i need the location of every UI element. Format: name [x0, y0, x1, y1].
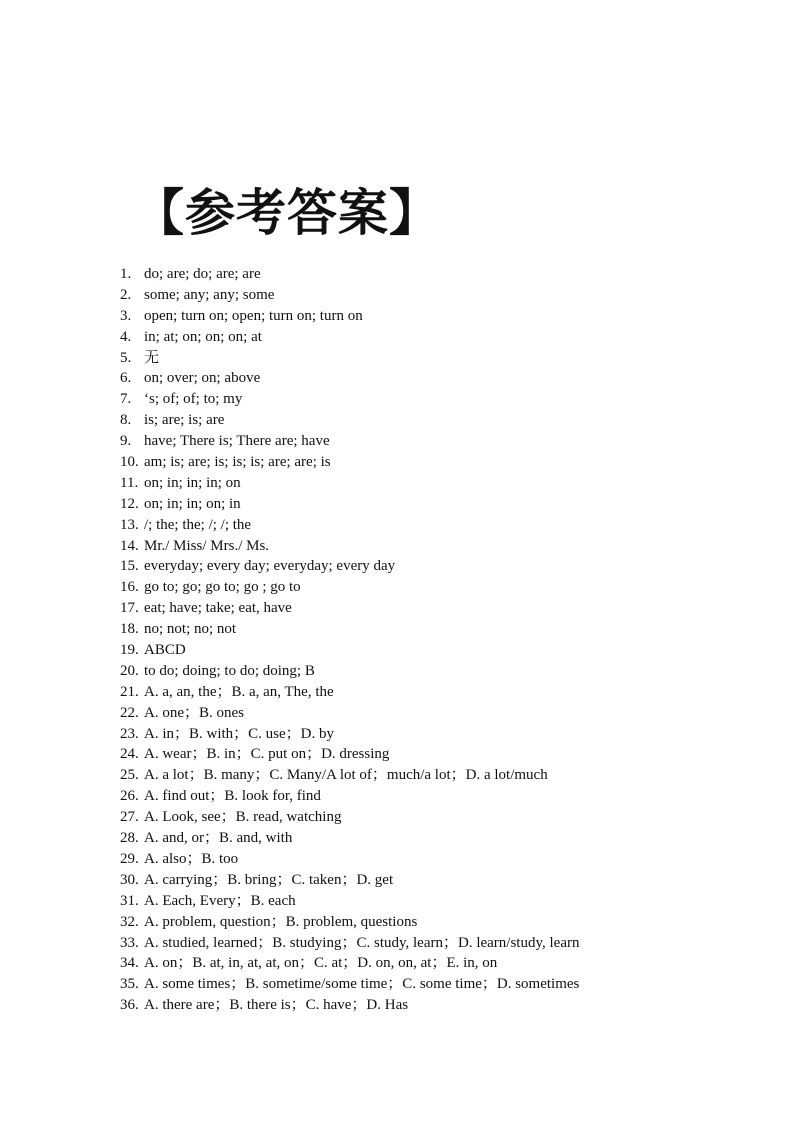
answer-number: 11. [120, 474, 139, 491]
answer-item [120, 703, 579, 724]
answer-text: ABCD [144, 642, 186, 659]
answer-number: 9. [120, 433, 132, 450]
answer-item [120, 828, 579, 849]
answer-item [120, 933, 579, 954]
answer-number: 32. [120, 913, 139, 930]
answer-text: to do; doing; to do; doing; B [144, 662, 315, 679]
answer-text: on; in; in; on; in [144, 495, 241, 512]
answer-number: 27. [120, 809, 139, 826]
answer-number: 13. [120, 516, 139, 533]
answer-text: A. one；B. ones [144, 704, 244, 721]
answer-item [120, 473, 579, 494]
answer-number: 34. [120, 955, 139, 972]
answer-text: is; are; is; are [144, 412, 225, 429]
answer-number: 25. [120, 767, 139, 784]
answer-item [120, 327, 579, 348]
answer-item [120, 724, 579, 745]
answer-number: 7. [120, 391, 132, 408]
answer-item [120, 619, 579, 640]
answer-item [120, 870, 579, 891]
answer-item [120, 891, 579, 912]
answer-item [120, 786, 579, 807]
answer-item [120, 306, 579, 327]
answer-text: A. wear；B. in；C. put on；D. dressing [144, 746, 390, 763]
answer-item [120, 682, 579, 703]
answer-text: A. some times；B. sometime/some time；C. some time；D. sometimes [144, 976, 580, 993]
answer-item [120, 348, 579, 369]
answer-number: 24. [120, 746, 139, 763]
answer-item [120, 953, 579, 974]
answer-item [120, 556, 579, 577]
answer-number: 29. [120, 850, 139, 867]
answer-item [120, 995, 579, 1016]
answer-number: 23. [120, 725, 139, 742]
page-title: 【参考答案】 [134, 183, 440, 242]
answer-item [120, 536, 579, 557]
answer-text: have; There is; There are; have [144, 433, 330, 450]
answer-text: on; over; on; above [144, 370, 261, 387]
answer-number: 2. [120, 286, 132, 303]
answer-item [120, 389, 579, 410]
answer-number: 18. [120, 621, 139, 638]
answer-text: everyday; every day; everyday; every day [144, 558, 396, 575]
answer-number: 3. [120, 307, 132, 324]
answer-number: 33. [120, 934, 139, 951]
answer-item [120, 431, 579, 452]
answer-number: 17. [120, 600, 139, 617]
answer-item [120, 661, 579, 682]
answer-text: some; any; any; some [144, 286, 275, 303]
answer-text: 无 [144, 349, 160, 366]
answer-text: A. carrying；B. bring；C. taken；D. get [144, 871, 394, 888]
answer-item [120, 744, 579, 765]
answer-text: A. and, or；B. and, with [144, 830, 293, 847]
answer-number: 20. [120, 662, 139, 679]
answer-number: 16. [120, 579, 139, 596]
answer-text: Mr./ Miss/ Mrs./ Ms. [144, 537, 270, 554]
answer-item [120, 285, 579, 306]
answer-number: 28. [120, 830, 139, 847]
answer-text: A. in；B. with；C. use；D. by [144, 725, 335, 742]
answer-text: in; at; on; on; on; at [144, 328, 262, 345]
answer-item [120, 264, 579, 285]
answer-item [120, 765, 579, 786]
answer-item [120, 515, 579, 536]
answer-item [120, 974, 579, 995]
answer-number: 30. [120, 871, 139, 888]
answer-number: 1. [120, 266, 132, 282]
answer-item [120, 410, 579, 431]
answer-number: 19. [120, 642, 139, 659]
answer-number: 8. [120, 412, 132, 429]
answer-text: no; not; no; not [144, 621, 237, 638]
answer-item [120, 494, 579, 515]
answer-text: open; turn on; open; turn on; turn on [144, 307, 363, 324]
answer-number: 15. [120, 558, 139, 575]
answer-number: 21. [120, 683, 139, 700]
answer-text: A. also；B. too [144, 850, 239, 867]
answer-item [120, 807, 579, 828]
answer-text: A. a lot；B. many；C. Many/A lot of；much/a lot；D. a lot/much [144, 767, 548, 784]
answer-number: 35. [120, 976, 139, 993]
answer-text: on; in; in; in; on [144, 474, 241, 491]
answer-item [120, 452, 579, 473]
answer-text: do; are; do; are; are [144, 266, 261, 282]
answer-text: A. Each, Every；B. each [144, 892, 296, 909]
answer-number: 5. [120, 349, 132, 366]
answer-text: A. find out；B. look for, find [144, 788, 321, 805]
answer-item [120, 577, 579, 598]
answer-item [120, 368, 579, 389]
answer-item [120, 849, 579, 870]
answer-text: ‘s; of; of; to; my [144, 391, 243, 408]
answer-text: am; is; are; is; is; is; are; are; is [144, 454, 331, 471]
answer-text: /; the; the; /; /; the [144, 516, 252, 533]
answer-text: A. there are；B. there is；C. have；D. Has [144, 997, 409, 1014]
answer-item [120, 640, 579, 661]
answer-text: A. studied, learned；B. studying；C. study, learn；D. learn/study, learn [144, 934, 580, 951]
answer-number: 14. [120, 537, 139, 554]
answer-text: A. a, an, the；B. a, an, The, the [144, 683, 334, 700]
answer-text: A. Look, see；B. read, watching [144, 809, 342, 826]
answer-number: 31. [120, 892, 139, 909]
answer-item [120, 598, 579, 619]
answer-text: eat; have; take; eat, have [144, 600, 292, 617]
answer-number: 22. [120, 704, 139, 721]
answer-number: 4. [120, 328, 132, 345]
answer-number: 6. [120, 370, 132, 387]
answer-item [120, 912, 579, 933]
answer-number: 12. [120, 495, 139, 512]
answer-text: A. on；B. at, in, at, at, on；C. at；D. on, on, at；E. in, on [144, 955, 498, 972]
answer-list [120, 264, 579, 1016]
answer-text: A. problem, question；B. problem, questions [144, 913, 418, 930]
answer-text: go to; go; go to; go ; go to [144, 579, 301, 596]
answer-number: 36. [120, 997, 139, 1014]
answer-number: 26. [120, 788, 139, 805]
answer-number: 10. [120, 454, 139, 471]
